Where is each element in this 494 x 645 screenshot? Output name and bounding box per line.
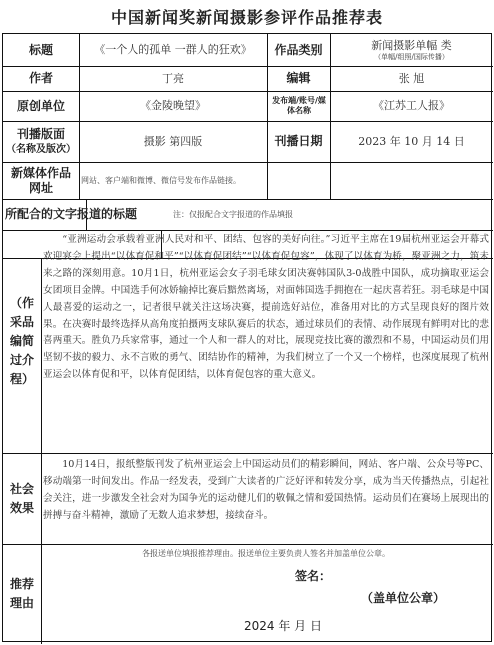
recommendation-form [2,33,492,642]
process-text: “亚洲运动会承载着亚洲人民对和平、团结、包容的美好向往。”习近平主席在19届杭州亚运会开幕式欢迎宴会上提出“以体育促和平”“以体育促团结”“以体育促包容”，体现了以体育为桥，聚亚洲之力，筑未来之路的深刻用意。10月1日，杭州亚运会女子羽毛球女团决赛韩国队3-0战胜中国队，成功摘取亚运会女团项目金牌。中国选手何冰娇输掉比赛后黯然离场，对面韩国选手拥抱在一起庆喜若狂。羽毛球是中国人最喜爱的运动之一，记者很早就关注这场决赛，提前选好站位，准备用对比的方式呈现良好的图片效果。在决赛时最终选择从高角度拍摄两支球队赛后的状态，通过球员们的表情、动作展现有鲜明对比的悲喜两重天。胜负乃兵家常事，通过一个人和一群人的对比，展现竞技比赛的激烈和不易，中国运动员们用坚韧不拔的毅力、永不言败的勇气、团结协作的精神，为我们树立了一个又一个榜样，也深度展现了杭州亚运会以体育促和平，以体育促团结，以体育促包容的重大意义。 [43,234,489,381]
page-label-sub: （名称及版次） [6,143,76,155]
textreport-label: 所配合的文字报道的标题 [5,207,138,221]
unit-label: 原创单位 [16,98,65,113]
textreport-value: 注：仅报配合文字报道的作品填报 [173,210,293,219]
unit-value: 《金陵晚望》 [140,99,206,112]
page-label: 刊播版面 [16,126,65,141]
page-value: 摄影 第四版 [143,134,203,148]
recommend-note: 各报送单位填报推荐理由。报送单位主要负责人签名并加盖单位公章。 [142,548,390,558]
sign-date: 2024 年 月 日 [244,618,322,633]
process-label: （作采品编简过介程） [9,296,34,386]
row-divider [3,544,493,545]
date-label: 刊播日期 [274,134,323,148]
newmedia-label: 新媒体作品网址 [10,165,71,195]
author-label: 作者 [28,71,53,85]
page-title: 中国新闻奖新闻摄影参评作品推荐表 [110,8,383,27]
editor-value: 张 旭 [398,71,425,85]
category-label: 作品类别 [274,42,323,57]
editor-label: 编辑 [286,71,311,85]
author-value: 丁亮 [162,71,184,85]
effect-label: 社会效果 [9,481,34,515]
title-value: 《一个人的孤单 一群人的狂欢》 [94,43,252,56]
title-label: 标题 [28,42,53,57]
recommend-label: 推荐理由 [9,576,34,610]
newmedia-value: 网站、客户端和微博、微信号发布作品链接。 [81,176,241,185]
category-value: 新闻摄影单幅 类 [371,38,452,52]
sign-label: 签名： [294,568,331,583]
seal-label: （盖单位公章） [360,590,445,605]
publisher-label: 发布端/账号/媒体名称 [272,96,326,115]
col-divider [41,258,42,644]
effect-text: 10月14日，报纸整版刊发了杭州亚运会上中国运动员们的精彩瞬间，网站、客户端、公众号等PC、移动端第一时间发出。作品一经发表，受到广大读者的广泛好评和转发分享，成为当天传播热点，引起社会关注，进一步激发全社会对为国争光的运动健儿们的敬佩之情和爱国热情。运动员们在赛场上展现出的拼搏与奋斗精神，激励了无数人追求梦想，接续奋斗。 [43,459,489,521]
row-divider [3,453,493,454]
page-label-cell [3,121,79,162]
category-cell [330,34,493,66]
category-options: （单幅/组照/国际传播） [374,52,449,61]
date-value: 2023 年 10 月 14 日 [358,134,465,148]
publisher-value: 《江苏工人报》 [373,99,450,112]
row-divider [3,230,493,231]
